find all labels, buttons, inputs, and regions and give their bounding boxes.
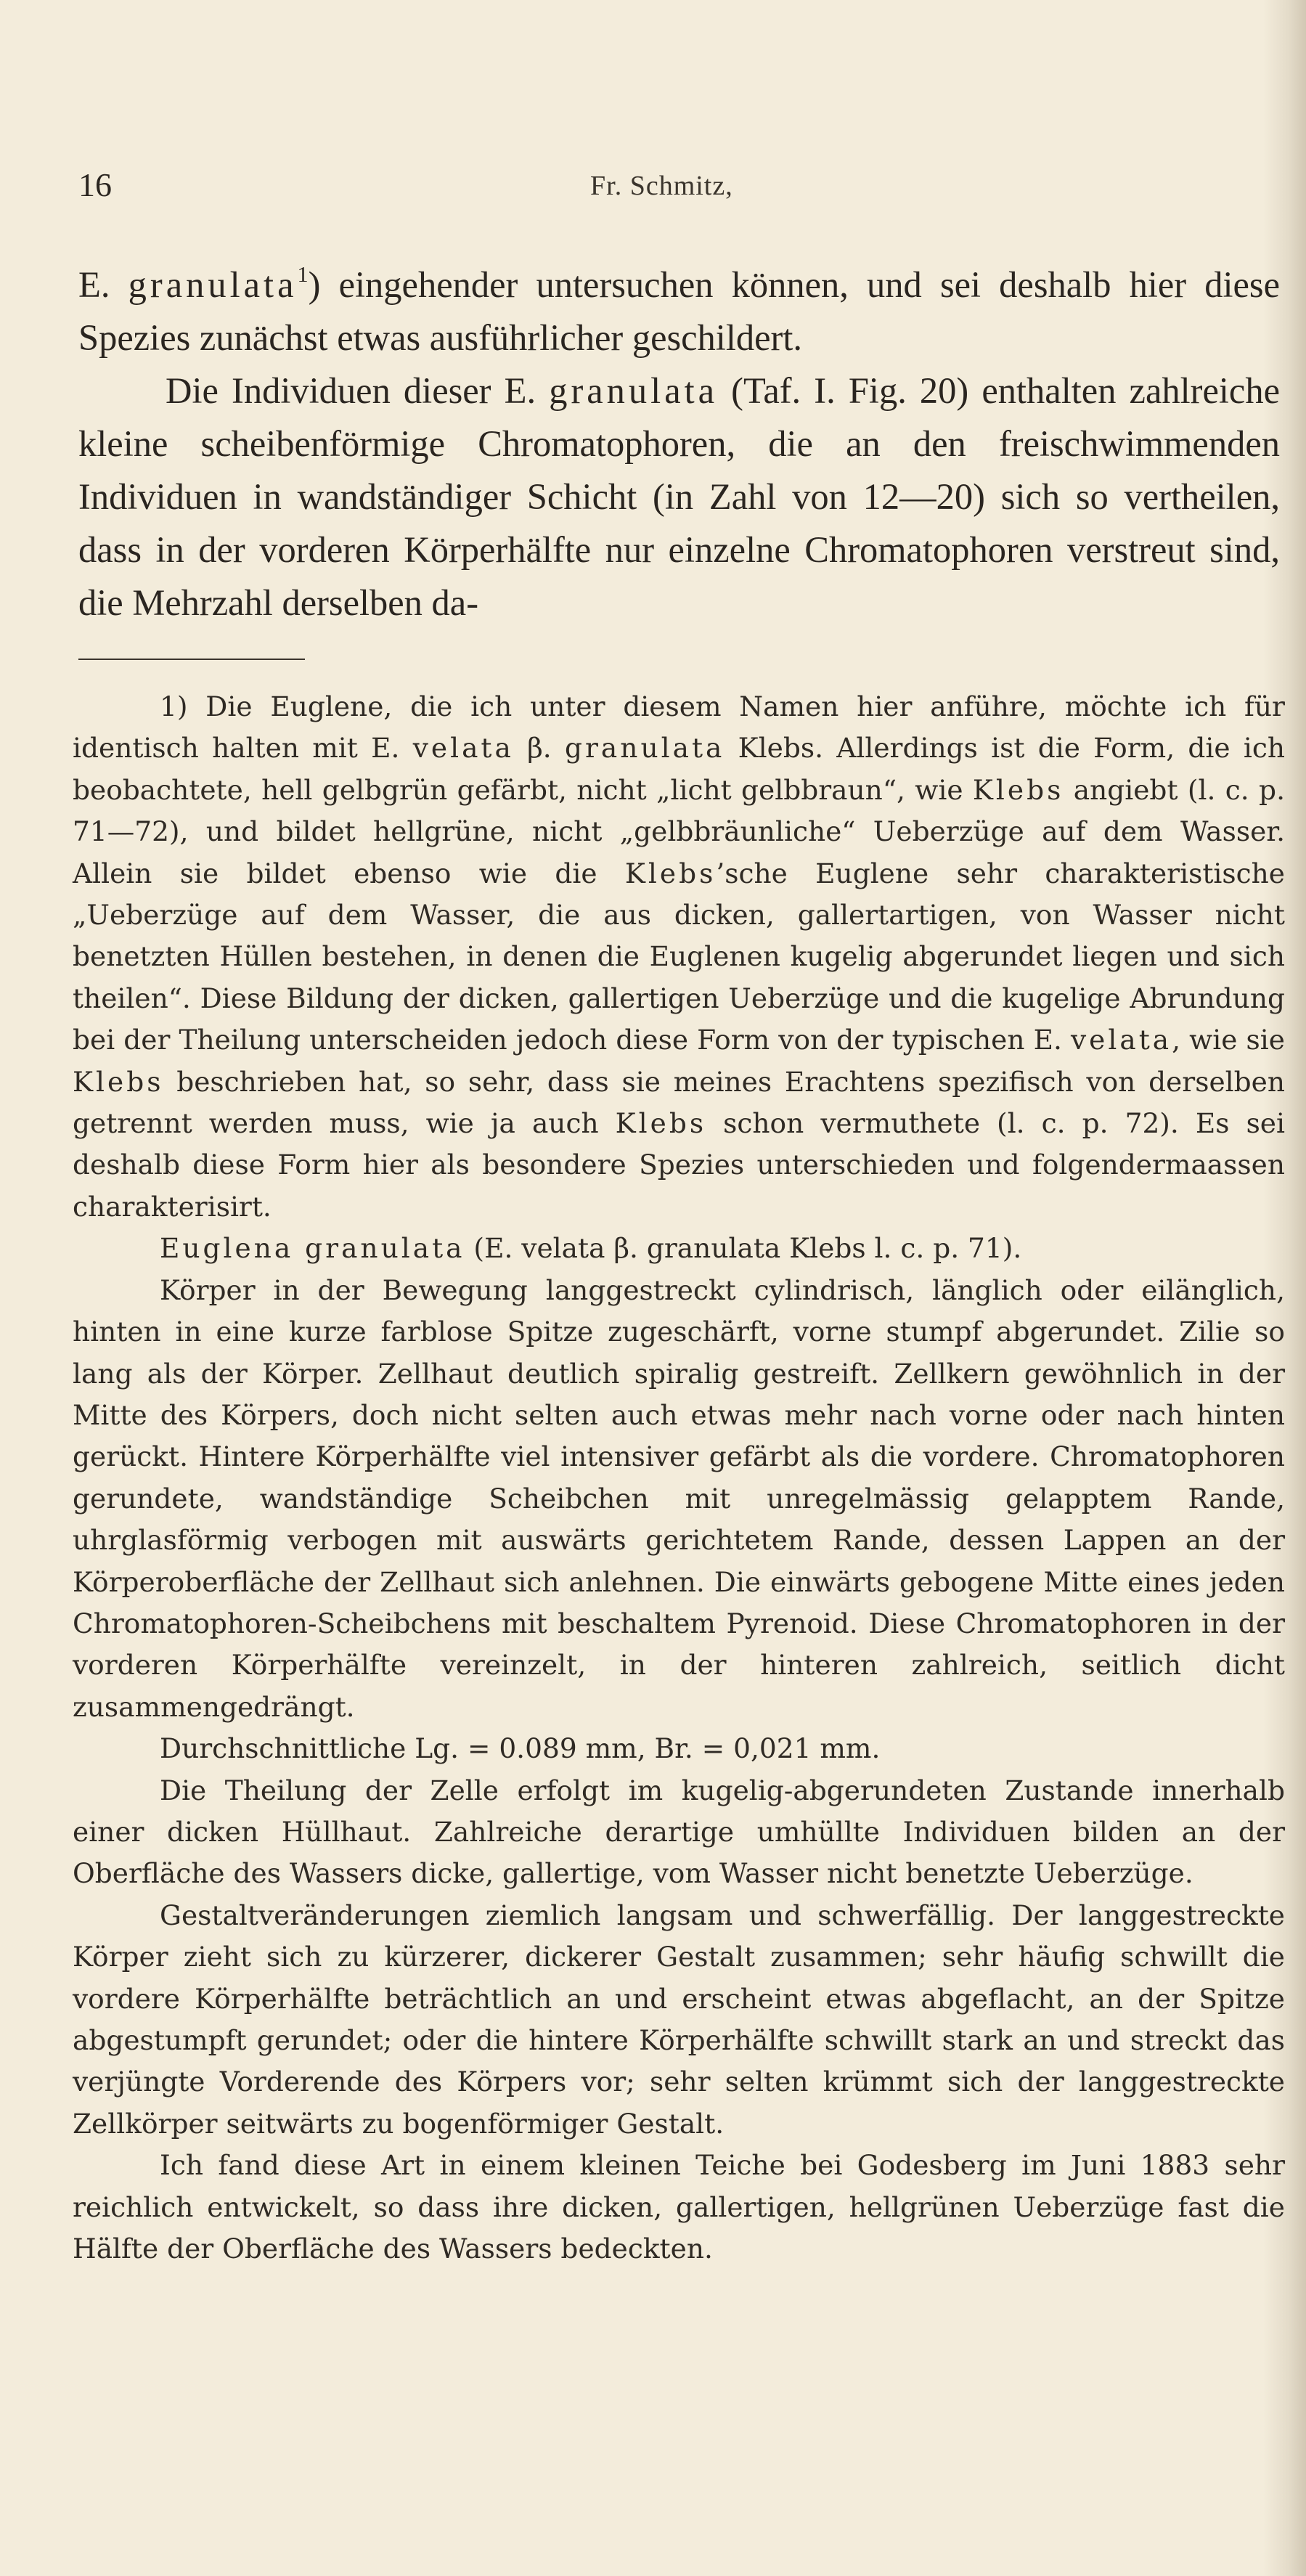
description-paragraph: Die Theilung der Zelle erfolgt im kugelig-abgerundeten Zustande innerhalb einer dicken Hüllhaut. Zahlreiche derartige umhüllte Individuen bilden an der Oberfläche des Wassers dicke, gallertige, vom Wasser nicht benetzte Ueberzüge. bbox=[73, 1774, 1285, 1890]
text-run: Klebs. Allerdings ist die Form, die ich beobachtete, hell gelbgrün gefärbt, nicht „licht gelbbraun“, wie bbox=[73, 732, 1285, 806]
measurement-paragraph: Durchschnittliche Lg. = 0.089 mm, Br. = 0,021 mm. bbox=[160, 1732, 881, 1765]
description-paragraph: Gestaltveränderungen ziemlich langsam und schwerfällig. Der langgestreckte Körper zieht sich zu kürzerer, dickerer Gestalt zusammen; sehr häufig schwillt die vordere Körperhälfte beträchtlich an und erscheint etwas abgeflacht, an der Spitze abgestumpft gerundet; oder die hintere Körperhälfte schwillt stark an und streckt das verjüngte Vorderende des Körpers vor; sehr selten krümmt sich der langgestreckte Zellkörper seitwärts zu bogenförmiger Gestalt. bbox=[73, 1899, 1285, 2140]
species-epithet: granulata bbox=[128, 264, 298, 305]
footnote-rule bbox=[78, 659, 305, 660]
text-run: Die Individuen dieser E. bbox=[166, 370, 550, 411]
text-run: schon vermuthete (l. c. p. 72). Es sei deshalb diese Form hier als besondere Spezies unterschieden und folgendermaassen charakterisirt. bbox=[73, 1107, 1285, 1223]
running-title: Fr. Schmitz, bbox=[590, 171, 733, 201]
text-run: , wie sie bbox=[1172, 1024, 1285, 1056]
footnote-1 bbox=[73, 686, 1285, 1228]
text-run: ) eingehender untersuchen können, und sei deshalb hier diese Spezies zunächst etwas ausführlicher geschildert. bbox=[78, 264, 1280, 358]
species-epithet: velata bbox=[412, 732, 514, 765]
author-name: Klebs bbox=[624, 857, 717, 889]
description-paragraph: Körper in der Bewegung langgestreckt cylindrisch, länglich oder eilänglich, hinten in eine kurze farblose Spitze zugeschärft, vorne stumpf abgerundet. Zilie so lang als der Körper. Zellhaut deutlich spiralig gestreift. Zellkern gewöhnlich in der Mitte des Körpers, doch nicht selten auch etwas mehr nach vorne oder nach hinten gerückt. Hintere Körperhälfte viel intensiver gefärbt als die vordere. Chromatophoren gerundete, wandständige Scheibchen mit unregelmässig gelapptem Rande, uhrglasförmig verbogen mit auswärts gerichtetem Rande, dessen Lappen an der Körperoberfläche der Zellhaut sich anlehnen. Die einwärts gebogene Mitte eines jeden Chromatophoren-Scheibchens mit beschaltem Pyrenoid. Diese Chromatophoren in der vorderen Körperhälfte vereinzelt, in der hinteren zahlreich, seitlich dicht zusammengedrängt. bbox=[73, 1273, 1285, 1723]
author-name: Klebs bbox=[615, 1107, 707, 1140]
page-number: 16 bbox=[78, 166, 112, 203]
text-run: E. bbox=[78, 264, 128, 305]
species-heading bbox=[73, 1228, 1285, 1269]
species-epithet: granulata bbox=[549, 370, 719, 411]
species-epithet: velata bbox=[1071, 1024, 1172, 1056]
species-synonym: (E. velata β. granulata Klebs l. c. p. 71). bbox=[465, 1232, 1022, 1265]
text-run: 1) Die Euglene, die ich unter diesem Namen hier anführe, möchte ich für identisch halten mit E. bbox=[73, 690, 1285, 765]
locality-paragraph: Ich fand diese Art in einem kleinen Teiche bei Godesberg im Juni 1883 sehr reichlich entwickelt, so dass ihre dicken, gallertigen, hellgrünen Ueberzüge fast die Hälfte der Oberfläche des Wassers bedeckten. bbox=[73, 2149, 1285, 2265]
text-run: β. bbox=[513, 732, 565, 765]
footnotes bbox=[73, 686, 1285, 2270]
text-run: ’sche Euglene sehr charakteristische „Ueberzüge auf dem Wasser, die aus dicken, gallertartigen, von Wasser nicht benetzten Hüllen bestehen, in denen die Euglenen kugelig abgerundet liegen und sich theilen“. Diese Bildung der dicken, gallertigen Ueberzüge und die kugelige Abrundung bei der Theilung unterscheiden jedoch diese Form von der typischen E. bbox=[73, 857, 1285, 1056]
paragraph-1 bbox=[78, 258, 1280, 364]
species-name: Euglena granulata bbox=[160, 1232, 465, 1265]
text-run: angiebt (l. c. p. 71—72), und bildet hellgrüne, nicht „gelbbräunliche“ Ueberzüge auf dem Wasser. Allein sie bildet ebenso wie die bbox=[73, 773, 1285, 889]
author-name: Klebs bbox=[73, 1065, 164, 1098]
paragraph-2 bbox=[78, 364, 1280, 629]
text-run: beschrieben hat, so sehr, dass sie meines Erachtens spezifisch von derselben getrennt werden muss, wie ja auch bbox=[73, 1065, 1285, 1140]
main-text bbox=[78, 258, 1280, 629]
author-name: Klebs bbox=[972, 773, 1064, 806]
species-epithet: granulata bbox=[565, 732, 725, 765]
text-run: (Taf. I. Fig. 20) enthalten zahlreiche kleine scheibenförmige Chromatophoren, die an den freischwimmenden Individuen in wandständiger Schicht (in Zahl von 12—20) sich so vertheilen, dass in der vorderen Körperhälfte nur einzelne Chromatophoren verstreut sind, die Mehrzahl derselben da- bbox=[78, 370, 1281, 623]
running-head bbox=[78, 166, 1280, 209]
footnote-marker: 1 bbox=[297, 261, 309, 287]
